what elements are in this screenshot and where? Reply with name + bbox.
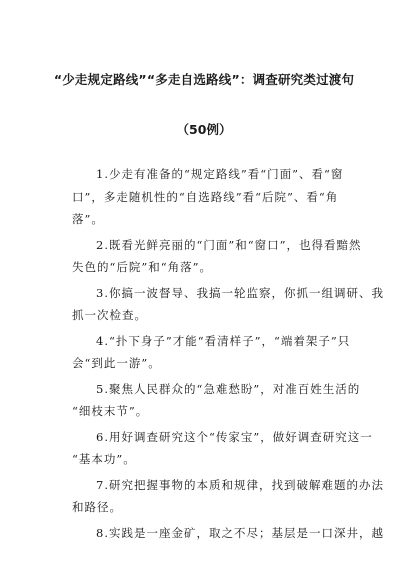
paragraph-line: 抓一次检查。: [72, 308, 147, 322]
paragraph-line: 5.聚焦人民群众的“急难愁盼”，对准百姓生活的: [96, 381, 361, 396]
paragraph-line: 口”，多走随机性的“自选路线”看“后院”、看“角: [72, 189, 339, 204]
paragraph: [72, 426, 373, 471]
document-subtitle: （50例）: [176, 122, 232, 137]
paragraph-line: 8.实践是一座金矿，取之不尽；基层是一口深井，越: [96, 525, 384, 540]
paragraph-line: “细枝末节”。: [72, 404, 149, 418]
paragraph-line: 落”。: [72, 212, 104, 226]
paragraph: [72, 378, 361, 423]
paragraph: [72, 163, 356, 231]
document-body: [72, 163, 384, 547]
paragraph: [72, 330, 356, 375]
paragraph: [72, 474, 384, 519]
paragraph: [72, 282, 384, 327]
paragraph-line: 3.你搞一波督导、我搞一轮监察，你抓一组调研、我: [96, 285, 384, 300]
paragraph-line: “基本功”。: [72, 452, 136, 466]
paragraph-line: 4.“扑下身子”才能“看清样子”，“端着架子”只: [96, 333, 351, 348]
paragraph-line: 失色的“后院”和“角落”。: [72, 260, 213, 274]
paragraph: [72, 522, 384, 545]
paragraph-line: 会“到此一游”。: [72, 356, 161, 370]
paragraph-line: 和路径。: [72, 500, 122, 514]
document-title: “少走规定路线”“多走自选路线”：调查研究类过渡句: [53, 72, 355, 87]
paragraph-line: 1.少走有准备的“规定路线”看“门面”、看“窗: [96, 167, 344, 181]
paragraph: [72, 234, 362, 279]
paragraph-line: 6.用好调查研究这个“传家宝”，做好调查研究这一: [96, 429, 373, 444]
paragraph-line: 2.既看光鲜亮丽的“门面”和“窗口”，也得看黯然: [96, 237, 362, 252]
paragraph-line: 7.研究把握事物的本质和规律，找到破解难题的办法: [96, 477, 384, 492]
